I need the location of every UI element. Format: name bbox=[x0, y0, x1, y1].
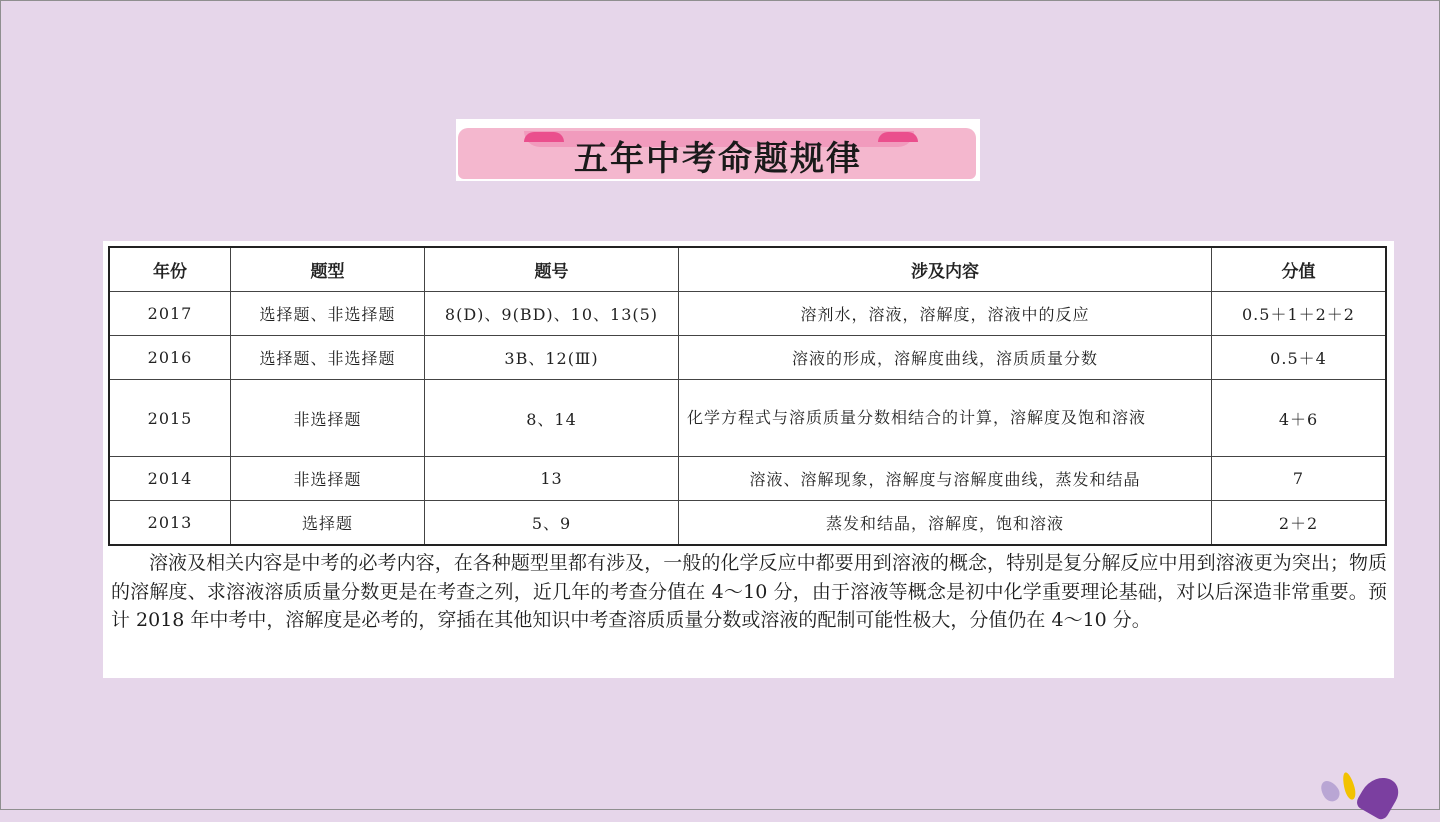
page-title: 五年中考命题规律 bbox=[574, 139, 862, 179]
table-row bbox=[109, 380, 1386, 457]
table-row bbox=[109, 457, 1386, 501]
column-header-year: 年份 bbox=[109, 247, 231, 292]
summary-paragraph: 溶液及相关内容是中考的必考内容，在各种题型里都有涉及，一般的化学反应中都要用到溶液的概念，特别是复分解反应中用到溶液更为突出；物质的溶解度、求溶液溶质质量分数更是在考查之列，近几年的考查分值在 4～10 分，由于溶液等概念是初中化学重要理论基础，对以后深造非常重要。预计 2018 年中考中，溶解度是必考的，穿插在其他知识中考查溶质质量分数或溶液的配制可能性极大，分值仍在 4～10 分。 bbox=[111, 552, 1387, 631]
cell-year: 2017 bbox=[109, 292, 231, 336]
cell-content: 化学方程式与溶质质量分数相结合的计算，溶解度及饱和溶液 bbox=[679, 380, 1212, 457]
cell-type: 选择题 bbox=[231, 501, 425, 546]
column-header-type: 题型 bbox=[231, 247, 425, 292]
cell-number: 13 bbox=[425, 457, 679, 501]
cell-number: 8、14 bbox=[425, 380, 679, 457]
cell-score: 0.5＋4 bbox=[1212, 336, 1387, 380]
decorative-leaf-icon bbox=[1317, 777, 1343, 804]
table-header-row bbox=[109, 247, 1386, 292]
cell-year: 2016 bbox=[109, 336, 231, 380]
cell-type: 选择题、非选择题 bbox=[231, 292, 425, 336]
column-header-number: 题号 bbox=[425, 247, 679, 292]
cell-number: 3B、12(Ⅲ) bbox=[425, 336, 679, 380]
cell-year: 2013 bbox=[109, 501, 231, 546]
cell-type: 选择题、非选择题 bbox=[231, 336, 425, 380]
decorative-leaf-icon bbox=[1354, 770, 1403, 822]
decorative-leaf-icon bbox=[1341, 771, 1358, 801]
cell-score: 7 bbox=[1212, 457, 1387, 501]
cell-year: 2015 bbox=[109, 380, 231, 457]
cell-content: 蒸发和结晶，溶解度，饱和溶液 bbox=[679, 501, 1212, 546]
cell-number: 8(D)、9(BD)、10、13(5) bbox=[425, 292, 679, 336]
cell-score: 4＋6 bbox=[1212, 380, 1387, 457]
title-banner bbox=[456, 119, 980, 181]
content-panel bbox=[103, 241, 1394, 678]
cell-type: 非选择题 bbox=[231, 457, 425, 501]
column-header-content: 涉及内容 bbox=[679, 247, 1212, 292]
exam-pattern-table bbox=[108, 246, 1387, 546]
cell-content: 溶液、溶解现象，溶解度与溶解度曲线，蒸发和结晶 bbox=[679, 457, 1212, 501]
table-row bbox=[109, 501, 1386, 546]
cell-type: 非选择题 bbox=[231, 380, 425, 457]
cell-score: 2＋2 bbox=[1212, 501, 1387, 546]
table-row bbox=[109, 292, 1386, 336]
cell-content: 溶液的形成，溶解度曲线，溶质质量分数 bbox=[679, 336, 1212, 380]
cell-year: 2014 bbox=[109, 457, 231, 501]
column-header-score: 分值 bbox=[1212, 247, 1387, 292]
cell-content: 溶剂水，溶液，溶解度，溶液中的反应 bbox=[679, 292, 1212, 336]
cell-number: 5、9 bbox=[425, 501, 679, 546]
table-row bbox=[109, 336, 1386, 380]
cell-score: 0.5＋1＋2＋2 bbox=[1212, 292, 1387, 336]
